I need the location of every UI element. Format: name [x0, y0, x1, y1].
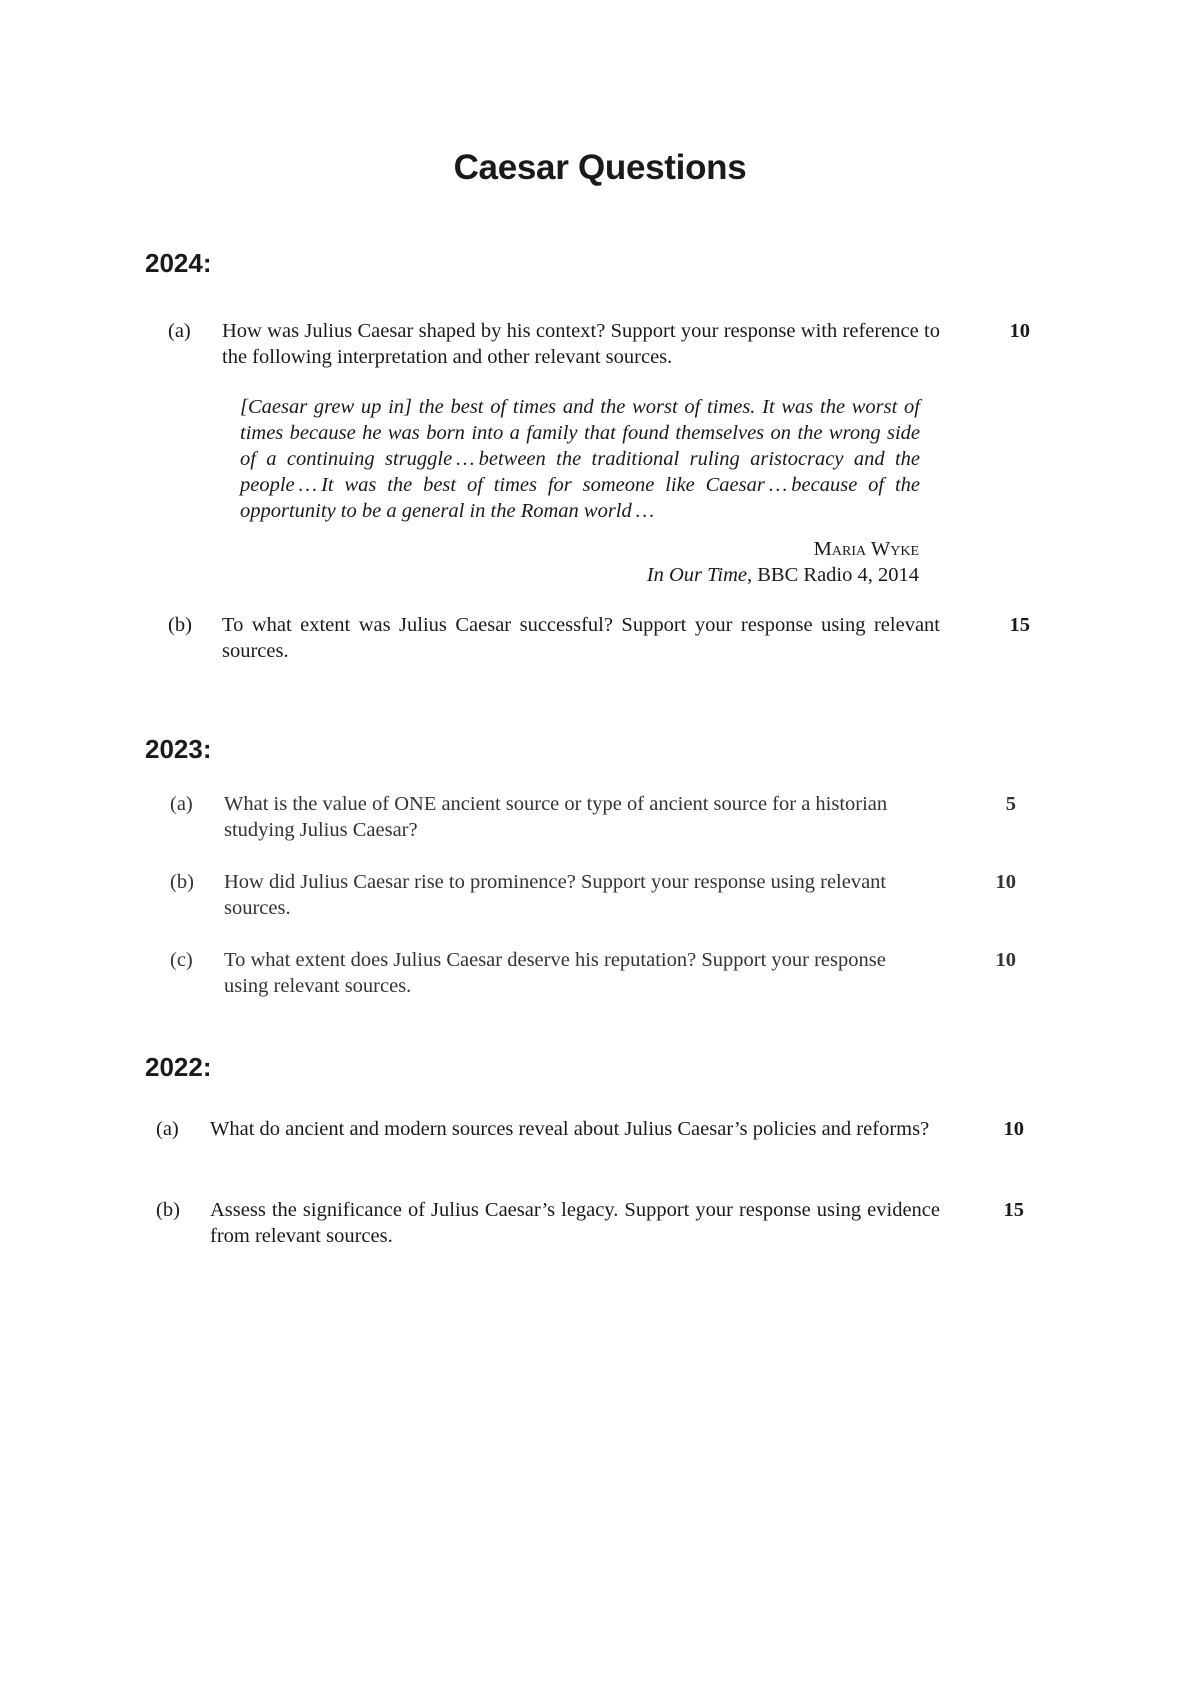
question-text: How did Julius Caesar rise to prominence? Support your response using relevant sources.: [224, 871, 887, 919]
question-marks: 10: [1009, 320, 1030, 342]
quote-source: [647, 562, 919, 588]
year-heading-2023: 2023:: [145, 734, 212, 764]
quote-source-details: , BBC Radio 4, 2014: [747, 564, 919, 586]
question-marks: 15: [1003, 1199, 1024, 1221]
question-label: (b): [170, 871, 194, 893]
question-label: (b): [168, 614, 192, 636]
question-label: (a): [168, 320, 191, 342]
quote-author: Maria Wyke: [813, 538, 919, 560]
year-heading-2024: 2024:: [145, 248, 212, 278]
question-2024-a: [168, 318, 1030, 370]
question-2023-c: [170, 947, 1016, 999]
question-text: How was Julius Caesar shaped by his context? Support your response with reference to the following interpretation and other relevant sources.: [222, 320, 940, 368]
question-marks: 10: [995, 871, 1016, 893]
question-2023-a: [170, 791, 1016, 843]
question-2022-a: [156, 1116, 1024, 1168]
quote-source-title: In Our Time: [646, 564, 747, 586]
page-title: Caesar Questions: [453, 148, 747, 187]
question-text: To what extent was Julius Caesar successful? Support your response using relevant sources.: [222, 614, 940, 662]
year-heading-2022: 2022:: [145, 1052, 212, 1082]
interpretation-quote: [Caesar grew up in] the best of times and the worst of times. It was the worst of times because he was born into a family that found themselves on the wrong side of a continuing struggle … between the traditional ruling aristocracy and the people … It was the best of times for someone like Caesar … because of the opportunity to be a general in the Roman world …: [240, 396, 920, 522]
question-marks: 10: [1003, 1118, 1024, 1140]
question-marks: 15: [1009, 614, 1030, 636]
question-marks: 10: [995, 949, 1016, 971]
question-text: What do ancient and modern sources reveal about Julius Caesar’s policies and reforms?: [210, 1118, 930, 1140]
question-text: To what extent does Julius Caesar deserve his reputation? Support your response using relevant sources.: [224, 949, 886, 997]
question-label: (a): [156, 1118, 179, 1140]
question-label: (c): [170, 949, 193, 971]
question-marks: 5: [1005, 793, 1016, 815]
question-label: (a): [170, 793, 193, 815]
question-2022-b: [156, 1197, 1024, 1249]
question-text: Assess the significance of Julius Caesar’s legacy. Support your response using evidence from relevant sources.: [210, 1199, 940, 1247]
question-2023-b: [170, 869, 1016, 921]
question-2024-b: [168, 612, 1030, 664]
question-text: What is the value of ONE ancient source or type of ancient source for a historian studying Julius Caesar?: [224, 793, 888, 841]
question-label: (b): [156, 1199, 180, 1221]
